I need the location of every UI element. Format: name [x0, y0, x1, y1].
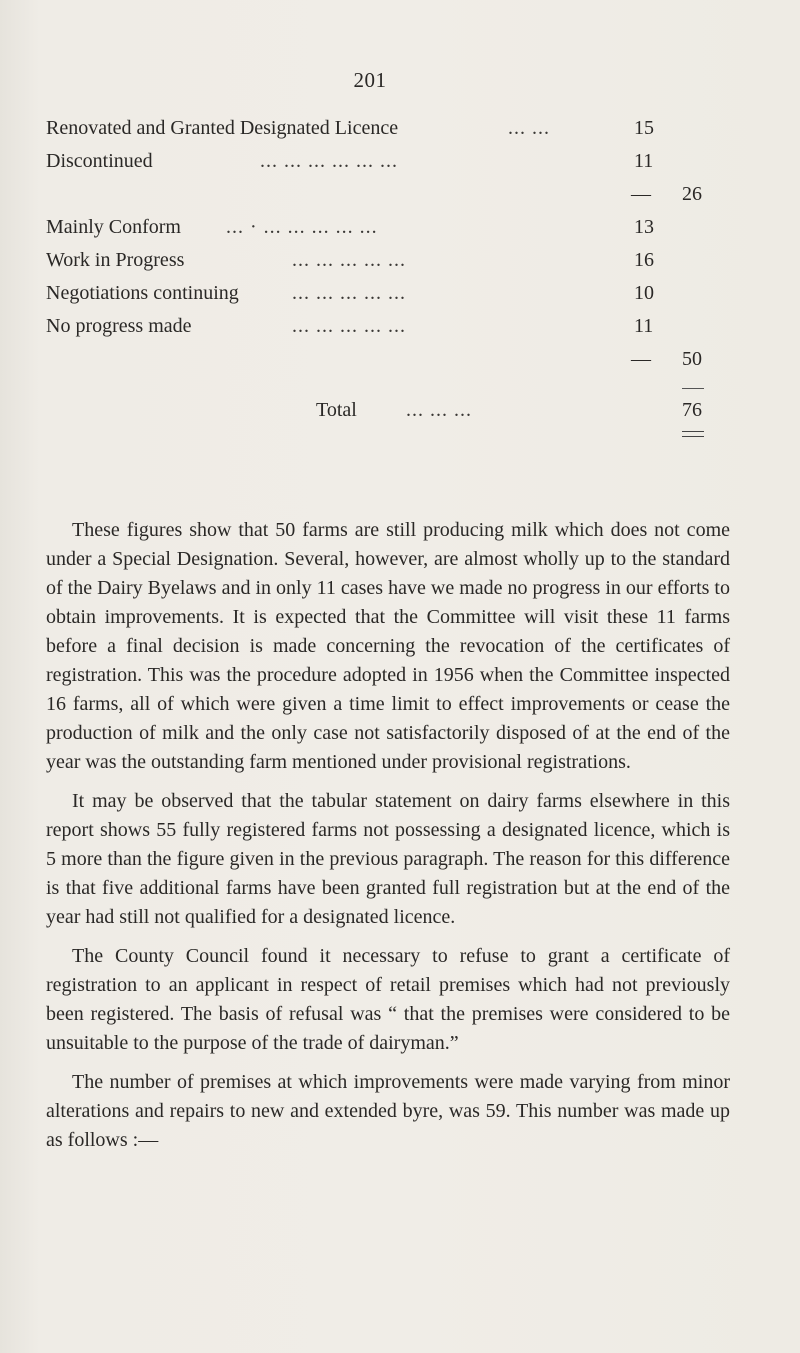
row-label: Renovated and Granted Designated Licence — [46, 117, 399, 139]
table-row — [46, 112, 746, 145]
body-text — [46, 516, 730, 1165]
row-value: 15 — [634, 117, 654, 139]
table-row — [46, 277, 746, 310]
leader-dots: ... · ... ... ... ... ... — [226, 216, 378, 238]
page-number: 201 — [353, 68, 387, 92]
row-value: 16 — [634, 249, 654, 271]
leader-dots: ... ... ... ... ... — [292, 315, 406, 337]
summary-table — [46, 112, 746, 443]
row-label: Work in Progress — [46, 249, 185, 271]
row-value: 10 — [634, 282, 654, 304]
total-rule — [682, 388, 704, 389]
total-rule-row — [46, 376, 746, 394]
table-row-total — [46, 394, 746, 427]
table-row — [46, 145, 746, 178]
row-label: No progress made — [46, 315, 192, 337]
leader-dots: ... ... ... — [406, 399, 472, 421]
leader-dots: ... ... ... ... ... ... — [260, 150, 398, 172]
leader-dots: ... ... ... ... ... — [292, 249, 406, 271]
row-value: 11 — [634, 150, 654, 172]
double-rule — [682, 431, 704, 437]
table-row — [46, 244, 746, 277]
paragraph: It may be observed that the tabular statement on dairy farms elsewhere in this report shows 55 fully registered farms not possessing a designated licence, which is 5 more than the figure given in the previous paragraph. The reason for this difference is that five additional farms have been granted full registration but at the end of the year had still not qualified for a designated licence. — [46, 790, 730, 928]
subtotal-value: 50 — [682, 348, 702, 370]
total-value: 76 — [682, 399, 702, 421]
row-label: Mainly Conform — [46, 216, 181, 238]
paragraph: These figures show that 50 farms are still producing milk which does not come under a Special Designation. Several, however, are almost wholly up to the standard of the Dairy Byelaws and in only 11 cases have we made no progress in our efforts to obtain improvements. It is expected that the Committee will visit these 11 farms before a final decision is made concerning the revocation of the certificates of registration. This was the procedure adopted in 1956 when the Committee inspected 16 farms, all of which were given a time limit to effect improvements or cease the production of milk and the only case not satisfactorily disposed of at the end of the year was the outstanding farm mentioned under provisional registrations. — [46, 519, 730, 773]
row-label: Negotiations continuing — [46, 282, 239, 304]
paragraph: The County Council found it necessary to refuse to grant a certificate of registration to an applicant in respect of retail premises which had not previously been registered. The basis of refusal was “ that the premises were considered to be unsuitable to the purpose of the trade of dairyman.” — [46, 945, 730, 1054]
row-label: Discontinued — [46, 150, 153, 172]
total-double-rule-row — [46, 427, 746, 443]
table-row-subtotal — [46, 178, 746, 211]
leader-dots: ... ... — [508, 117, 550, 139]
leader-dots: ... ... ... ... ... — [292, 282, 406, 304]
total-label: Total — [316, 399, 357, 421]
row-value: 13 — [634, 216, 654, 238]
subtotal-dash: — — [631, 183, 651, 205]
table-row-subtotal — [46, 343, 746, 376]
paragraph: The number of premises at which improvements were made varying from minor alterations and repairs to new and extended byre, was 59. This number was made up as follows :— — [46, 1071, 730, 1151]
subtotal-dash: — — [631, 348, 651, 370]
table-row — [46, 211, 746, 244]
subtotal-value: 26 — [682, 183, 702, 205]
row-value: 11 — [634, 315, 654, 337]
table-row — [46, 310, 746, 343]
